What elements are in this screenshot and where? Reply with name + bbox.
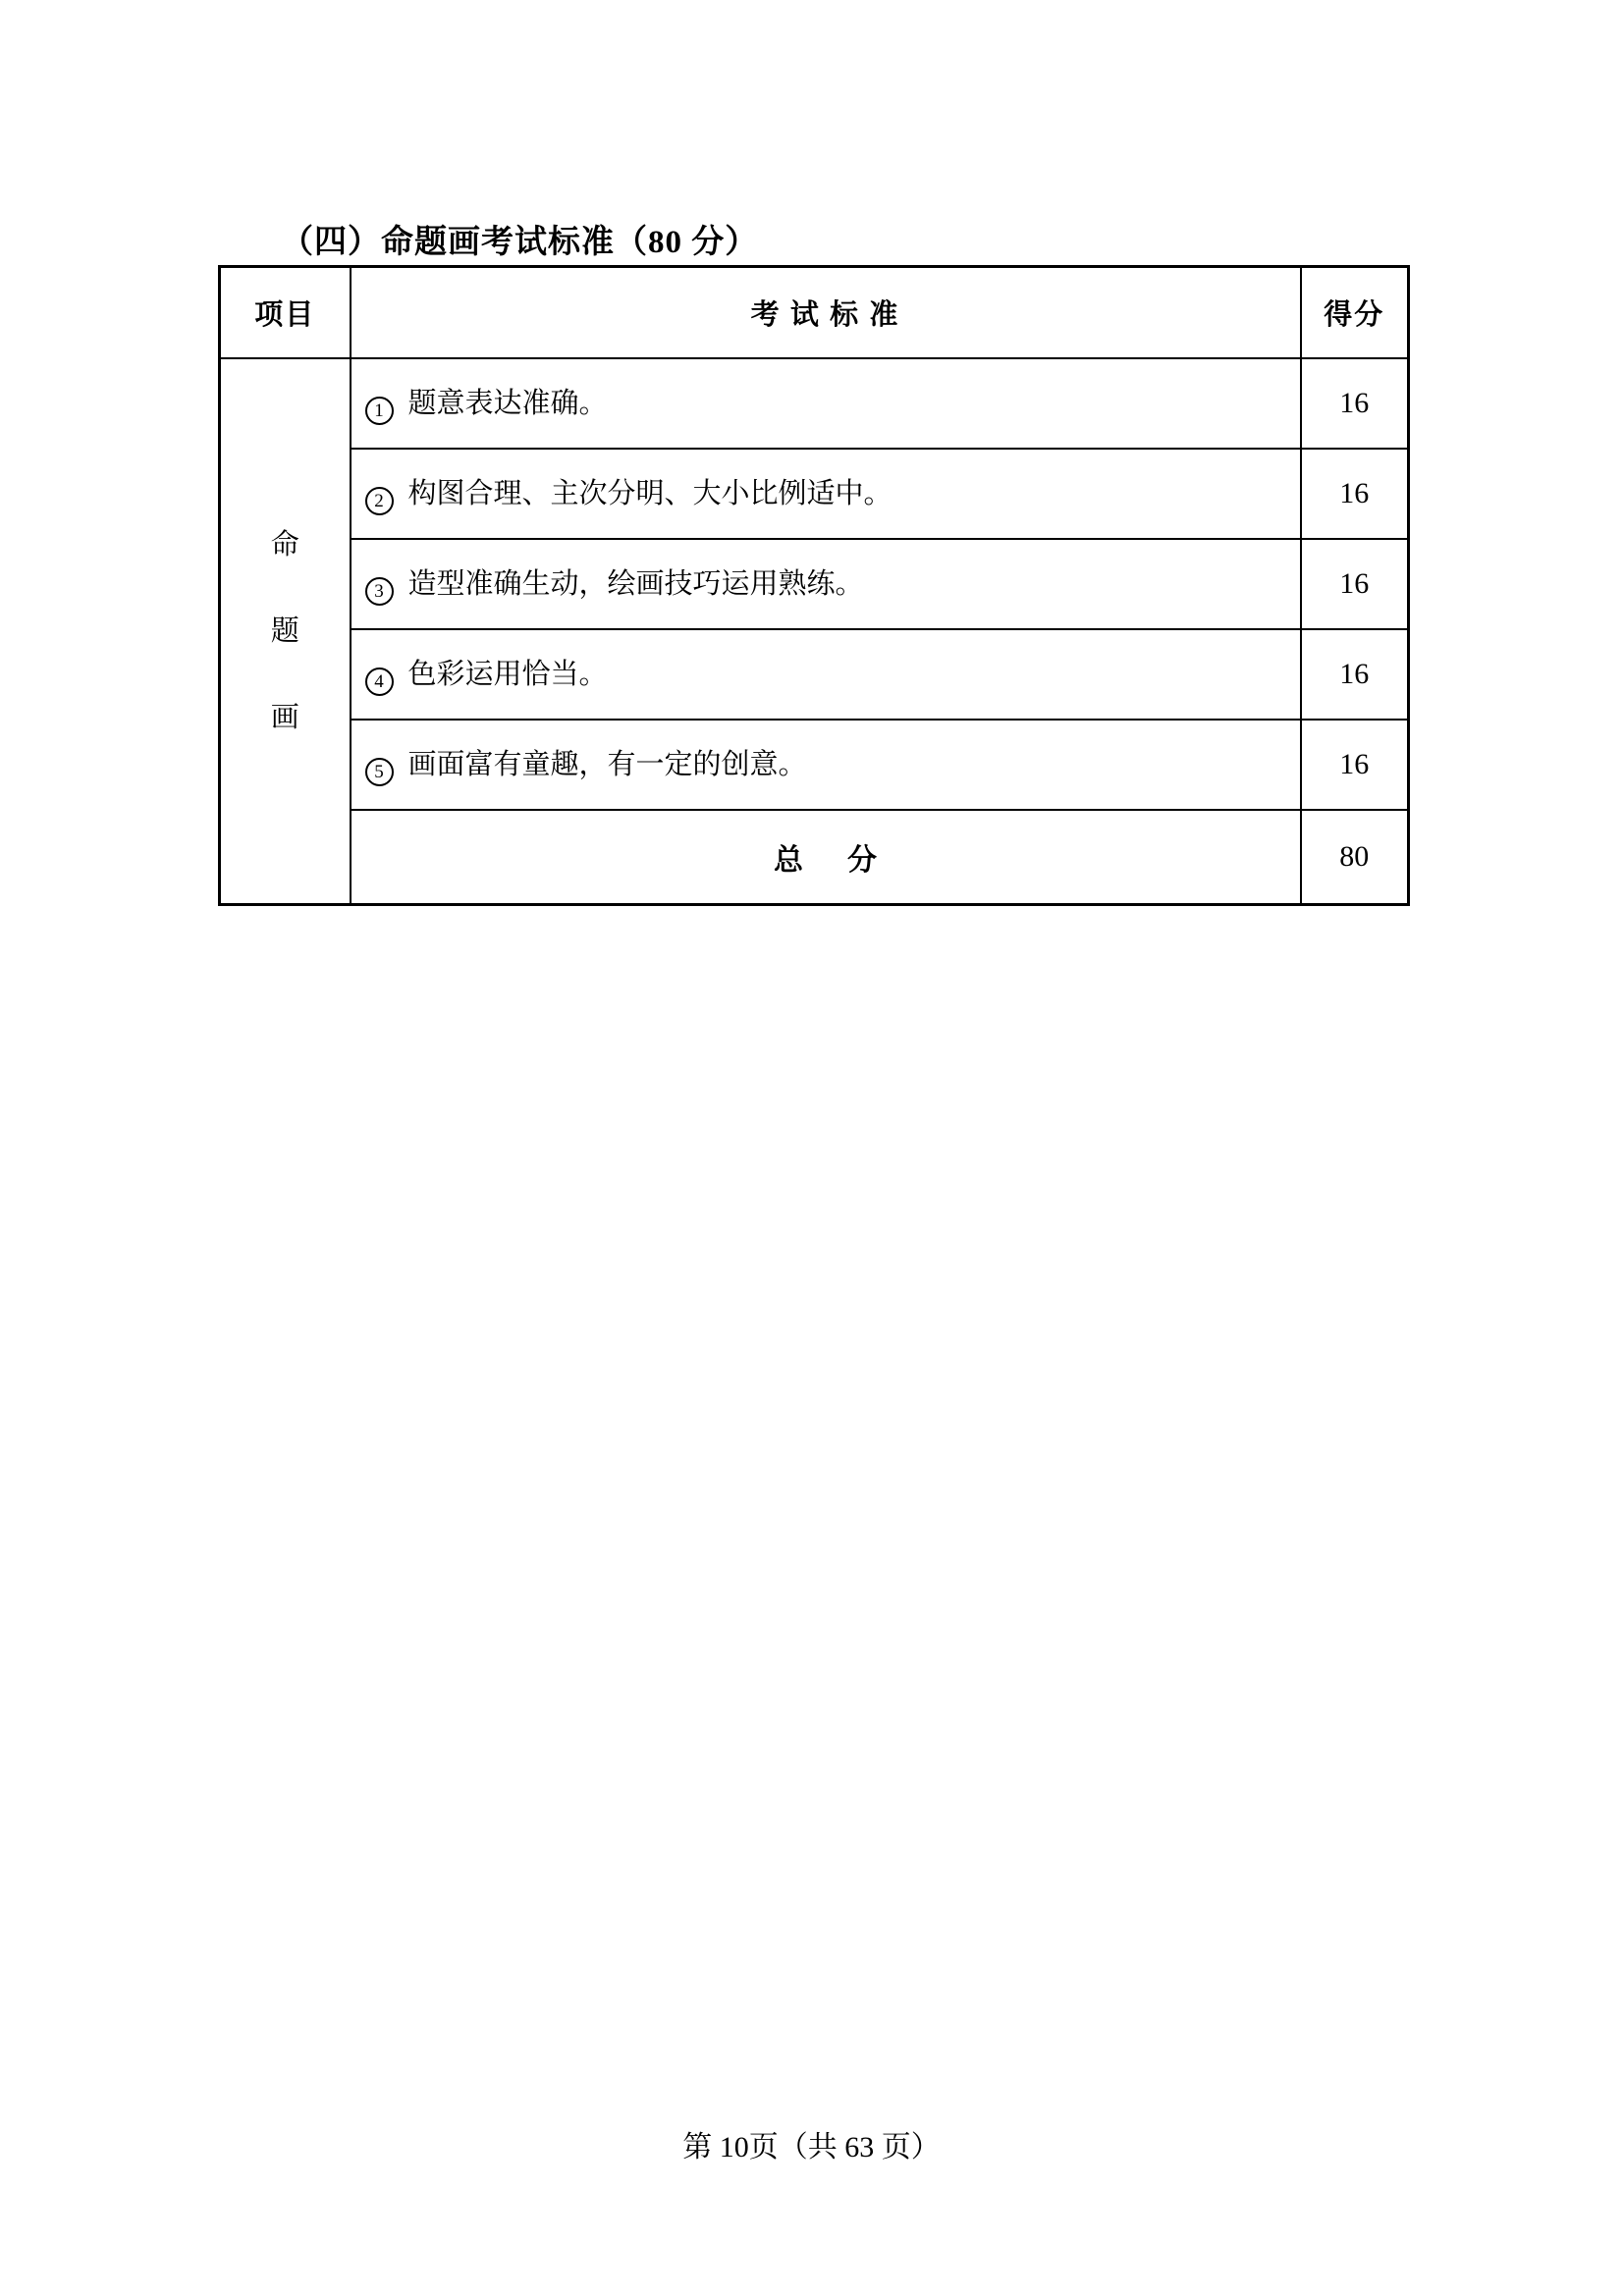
total-score-value: 80: [1301, 810, 1409, 905]
circled-number-icon: 5: [365, 758, 394, 786]
table-row: [220, 539, 1409, 629]
criterion-text: 构图合理、主次分明、大小比例适中。: [407, 477, 893, 509]
category-char: 题: [270, 614, 299, 647]
circled-number-icon: 4: [365, 667, 394, 696]
circled-number-icon: 3: [365, 577, 394, 606]
circled-number-icon: 1: [365, 397, 394, 425]
table-row: [220, 720, 1409, 810]
column-header-standard: 考 试 标 准: [351, 267, 1301, 358]
total-label: 总 分: [351, 810, 1301, 905]
table-row: [220, 449, 1409, 539]
total-row: [220, 810, 1409, 905]
column-header-item: 项目: [220, 267, 351, 358]
column-header-score: 得分: [1301, 267, 1409, 358]
category-cell: [220, 358, 351, 905]
table-header-row: [220, 267, 1409, 358]
page-title: （四）命题画考试标准（80 分）: [281, 225, 759, 260]
criterion-text: 题意表达准确。: [407, 387, 608, 419]
score-value: 16: [1301, 629, 1409, 720]
score-value: 16: [1301, 449, 1409, 539]
rubric-table: [218, 265, 1410, 906]
criterion-cell: [351, 358, 1301, 449]
circled-number-icon: 2: [365, 487, 394, 515]
criterion-cell: [351, 629, 1301, 720]
criterion-text: 造型准确生动，绘画技巧运用熟练。: [407, 567, 864, 600]
table-row: [220, 358, 1409, 449]
criterion-text: 色彩运用恰当。: [407, 658, 608, 690]
criterion-text: 画面富有童趣，有一定的创意。: [407, 748, 807, 780]
score-value: 16: [1301, 539, 1409, 629]
criterion-cell: [351, 449, 1301, 539]
score-value: 16: [1301, 720, 1409, 810]
criterion-cell: [351, 539, 1301, 629]
category-char: 画: [270, 701, 299, 733]
criterion-cell: [351, 720, 1301, 810]
category-char: 命: [270, 528, 299, 561]
score-value: 16: [1301, 358, 1409, 449]
page-number-footer: 第 10页（共 63 页）: [682, 2131, 941, 2163]
table-row: [220, 629, 1409, 720]
